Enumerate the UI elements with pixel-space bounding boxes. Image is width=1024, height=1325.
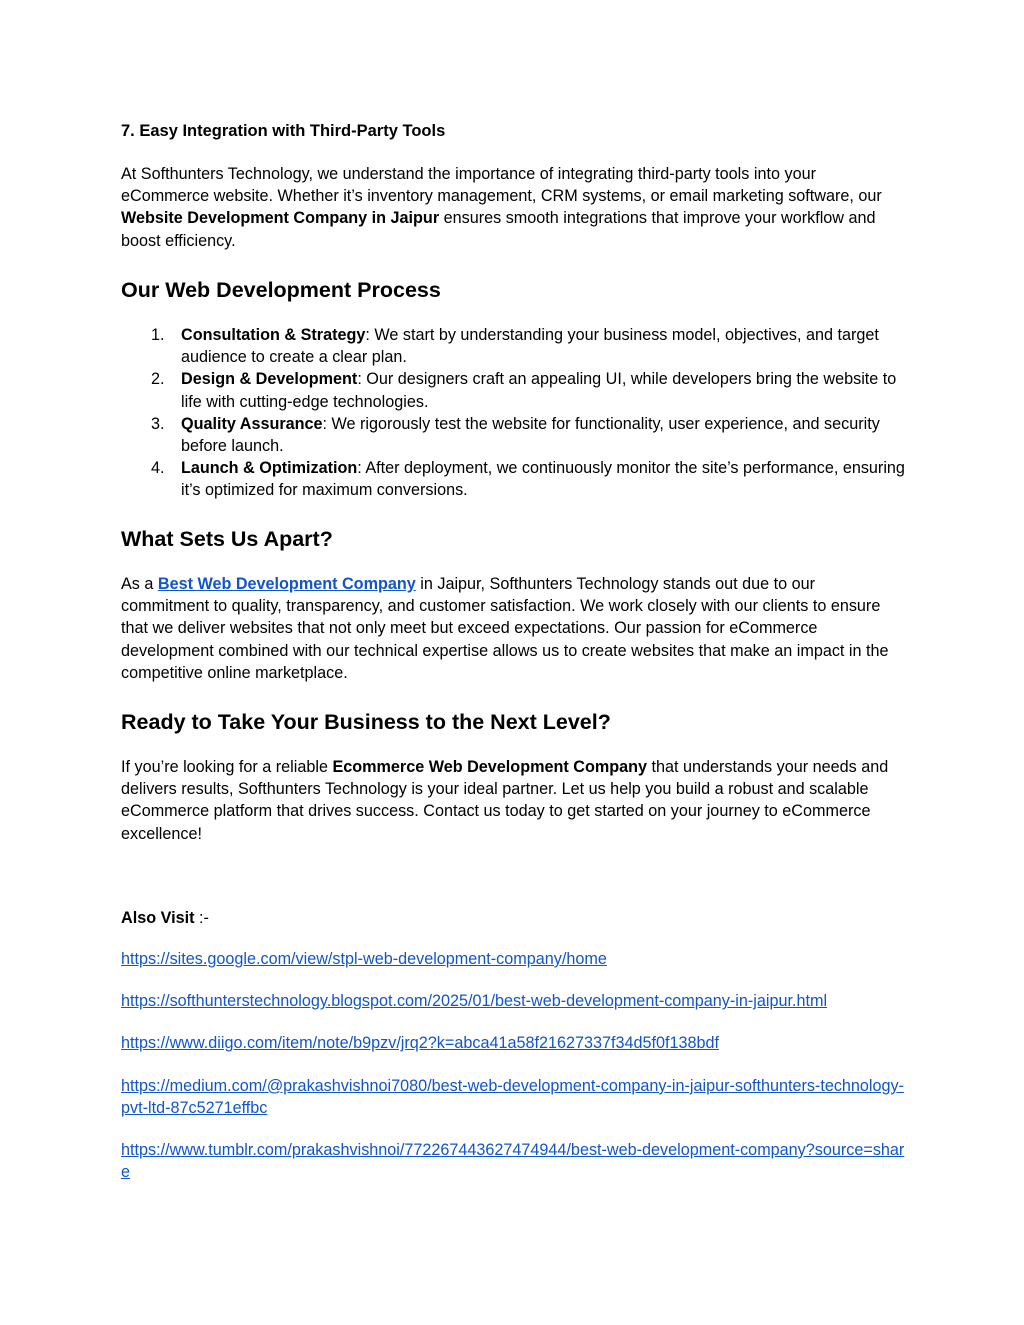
tumblr-link[interactable]: https://www.tumblr.com/prakashvishnoi/772267443627474944/best-web-development-company?source=share	[121, 1141, 905, 1182]
ready-bold-text: Ecommerce Web Development Company	[332, 758, 648, 776]
list-number: 3.	[151, 414, 165, 433]
integration-bold-text: Website Development Company in Jaipur	[121, 209, 440, 228]
process-list-item	[121, 413, 905, 457]
diigo-link[interactable]: https://www.diigo.com/item/note/b9pzv/jrq2?k=abca41a58f21627337f34d5f0f138bdf	[121, 1034, 720, 1053]
process-item-title: Consultation & Strategy	[181, 326, 366, 344]
blogspot-link[interactable]: https://softhunterstechnology.blogspot.com/2025/01/best-web-development-company-in-jaipur.html	[121, 992, 828, 1011]
integration-paragraph	[121, 163, 905, 252]
process-item-title: Launch & Optimization	[181, 459, 358, 478]
process-item-text: : We rigorously test the website for functionality, user experience, and security before launch.	[181, 414, 880, 456]
ready-text-1: If you’re looking for a reliable	[121, 758, 333, 776]
process-item-text: : We start by understanding your business model, objectives, and target audience to create a clear plan.	[181, 326, 879, 367]
process-item-text: : After deployment, we continuously monitor the site’s performance, ensuring it’s optimized for maximum conversions.	[181, 459, 905, 500]
apart-heading: What Sets Us Apart?	[121, 527, 333, 551]
medium-link[interactable]: https://medium.com/@prakashvishnoi7080/best-web-development-company-in-jaipur-softhunters-technology-pvt-ltd-87c5271effbc	[121, 1076, 905, 1117]
ready-paragraph	[121, 756, 905, 845]
also-visit-links	[121, 948, 905, 1203]
link-line	[121, 990, 905, 1012]
also-visit-suffix: :-	[194, 909, 209, 927]
process-list-item	[121, 368, 905, 412]
process-item-title: Quality Assurance	[181, 414, 323, 433]
list-number: 1.	[151, 326, 165, 344]
process-heading: Our Web Development Process	[121, 278, 441, 302]
ready-text-2: that understands your needs and delivers results, Softhunters Technology is your ideal partner. Let us help you build a robust and scalable eCommerce platform that drives success. Contact us today to get started on your journey to eCommerce excellence!	[121, 758, 889, 843]
process-list-item	[121, 324, 905, 368]
link-line	[121, 1032, 905, 1054]
process-item-text: : Our designers craft an appealing UI, while developers bring the website to life with cutting-edge technologies.	[181, 370, 897, 411]
process-list	[121, 324, 905, 502]
integration-text-1: At Softhunters Technology, we understand the importance of integrating third-party tools into your eCommerce website. Whether it’s inventory management, CRM systems, or email marketing software, our	[121, 165, 882, 206]
link-line	[121, 1075, 905, 1119]
list-number: 2.	[151, 370, 165, 389]
apart-text-2: in Jaipur, Softhunters Technology stands out due to our commitment to quality, transparency, and customer satisfaction. We work closely with our clients to ensure that we deliver websites that not only meet but exceed expectations. Our passion for eCommerce development combined with our technical expertise allows us to create websites that make an impact in the competitive online marketplace.	[121, 575, 889, 682]
process-item-title: Design & Development	[181, 370, 358, 389]
section-heading-integration: 7. Easy Integration with Third-Party Tools	[121, 122, 446, 140]
link-line	[121, 1139, 905, 1183]
ready-heading: Ready to Take Your Business to the Next Level?	[121, 710, 611, 734]
best-web-development-company-link[interactable]: Best Web Development Company	[157, 575, 416, 593]
link-line	[121, 948, 905, 970]
apart-text-1: As a	[121, 575, 158, 593]
process-list-item	[121, 457, 905, 501]
also-visit-line	[121, 907, 905, 929]
google-sites-link[interactable]: https://sites.google.com/view/stpl-web-development-company/home	[121, 950, 607, 968]
also-visit-label: Also Visit	[121, 909, 195, 927]
integration-text-2: ensures smooth integrations that improve your workflow and boost efficiency.	[121, 209, 876, 250]
list-number: 4.	[151, 459, 165, 478]
apart-paragraph	[121, 573, 905, 684]
